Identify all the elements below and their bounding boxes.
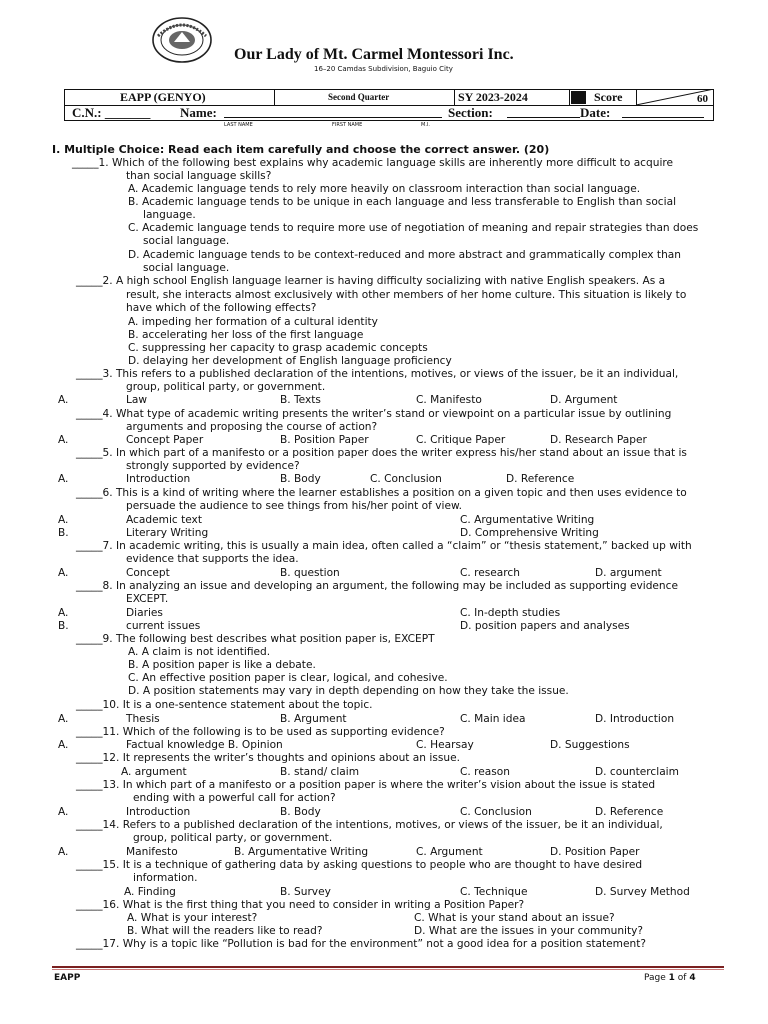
q3-c: C. Manifesto bbox=[416, 394, 482, 406]
q2-stem: _____2. A high school English language learner is having difficulty socializing with native English speakers. As a bbox=[76, 275, 666, 287]
header-table bbox=[64, 89, 714, 128]
q12-stem: _____12. It represents the writer’s thoughts and opinions about an issue. bbox=[76, 752, 460, 764]
date-label: Date: bbox=[580, 105, 611, 120]
page-current: 1 bbox=[668, 973, 675, 983]
q6-d: D. Comprehensive Writing bbox=[460, 527, 599, 539]
q1-option-d-cont: social language. bbox=[143, 262, 230, 274]
q13-stem-cont: ending with a powerful call for action? bbox=[133, 792, 336, 804]
q8-stem: _____8. In analyzing an issue and developing an argument, the following may be included as supporting evidence bbox=[76, 580, 678, 592]
q6-b-letter: B. bbox=[58, 527, 69, 539]
q7-b: B. question bbox=[280, 567, 340, 579]
score-total: 60 bbox=[697, 93, 708, 105]
q15-d: D. Survey Method bbox=[595, 886, 690, 898]
q11-a-letter: A. bbox=[58, 739, 69, 751]
q14-stem: _____14. Refers to a published declaration of the intentions, motives, or views of the issuer, be it an individual, bbox=[76, 819, 663, 831]
q10-a-letter: A. bbox=[58, 713, 69, 725]
q4-a-text: Concept Paper bbox=[126, 434, 204, 446]
q11-c: C. Hearsay bbox=[416, 739, 474, 751]
page-total: 4 bbox=[689, 973, 696, 983]
last-name-caption: LAST NAME bbox=[224, 122, 253, 128]
q5-stem: _____5. In which part of a manifesto or a position paper does the writer express his/her stand about an issue that is bbox=[76, 447, 687, 459]
footer-rule bbox=[52, 966, 724, 968]
footer-rule-thin bbox=[52, 969, 724, 970]
q12-a: A. argument bbox=[121, 766, 187, 778]
q15-c: C. Technique bbox=[460, 886, 528, 898]
q6-c: C. Argumentative Writing bbox=[460, 514, 595, 526]
q10-b: B. Argument bbox=[280, 713, 347, 725]
name-label: Name: bbox=[180, 105, 217, 120]
q14-a-letter: A. bbox=[58, 846, 69, 858]
q16-c: C. What is your stand about an issue? bbox=[414, 912, 615, 924]
q11-a-b-text: Factual knowledge B. Opinion bbox=[126, 739, 283, 751]
q10-stem: _____10. It is a one-sentence statement about the topic. bbox=[76, 699, 373, 711]
q14-d: D. Position Paper bbox=[550, 846, 640, 858]
q15-b: B. Survey bbox=[280, 886, 331, 898]
q1-option-c-cont: social language. bbox=[143, 235, 230, 247]
mi-caption: M.I. bbox=[421, 122, 430, 128]
q7-a-letter: A. bbox=[58, 567, 69, 579]
q7-c: C. research bbox=[460, 567, 520, 579]
q2-stem-cont: result, she interacts almost exclusively with other members of her home culture. This situation is likely to bbox=[126, 289, 687, 301]
school-name: Our Lady of Mt. Carmel Montessori Inc. bbox=[234, 46, 514, 63]
q8-c: C. In-depth studies bbox=[460, 607, 561, 619]
q6-a-text: Academic text bbox=[126, 514, 202, 526]
q1-option-b: B. Academic language tends to be unique in each language and less transferable to English than social bbox=[128, 196, 677, 208]
q14-b: B. Argumentative Writing bbox=[234, 846, 369, 858]
q1-stem: _____1. Which of the following best explains why academic language skills are inherently more difficult to acquire bbox=[72, 157, 674, 169]
q12-c: C. reason bbox=[460, 766, 510, 778]
q9-option-d: D. A position statements may vary in depth depending on how they take the issue. bbox=[128, 685, 569, 697]
q10-d: D. Introduction bbox=[595, 713, 675, 725]
q8-a-letter: A. bbox=[58, 607, 69, 619]
q1-option-a: A. Academic language tends to rely more heavily on classroom interaction than social language. bbox=[128, 183, 641, 195]
q2-option-a: A. impeding her formation of a cultural identity bbox=[128, 316, 378, 328]
q3-b: B. Texts bbox=[280, 394, 321, 406]
q7-stem: _____7. In academic writing, this is usually a main idea, often called a “claim” or “thesis statement,” backed up with bbox=[76, 540, 692, 552]
q8-b-text: current issues bbox=[126, 620, 201, 632]
q17-stem: _____17. Why is a topic like “Pollution is bad for the environment” not a good idea for a position statement? bbox=[76, 938, 646, 950]
q4-stem: _____4. What type of academic writing presents the writer’s stand or viewpoint on a particular issue by outlining bbox=[76, 408, 672, 420]
q9-option-a: A. A claim is not identified. bbox=[128, 646, 271, 658]
q13-a-letter: A. bbox=[58, 806, 69, 818]
q12-d: D. counterclaim bbox=[595, 766, 679, 778]
q7-d: D. argument bbox=[595, 567, 662, 579]
q8-d: D. position papers and analyses bbox=[460, 620, 630, 632]
q14-stem-cont: group, political party, or government. bbox=[133, 832, 333, 844]
q9-option-c: C. An effective position paper is clear, logical, and cohesive. bbox=[128, 672, 448, 684]
q5-d: D. Reference bbox=[506, 473, 575, 485]
q13-d: D. Reference bbox=[595, 806, 664, 818]
q16-b: B. What will the readers like to read? bbox=[127, 925, 323, 937]
section-heading: I. Multiple Choice: Read each item carefully and choose the correct answer. (20) bbox=[52, 143, 550, 156]
q15-stem-cont: information. bbox=[133, 872, 198, 884]
school-seal-logo bbox=[150, 16, 214, 64]
q10-c: C. Main idea bbox=[460, 713, 526, 725]
q1-option-c: C. Academic language tends to require more use of negotiation of meaning and repair strategies than does bbox=[128, 222, 699, 234]
q7-a-text: Concept bbox=[126, 567, 170, 579]
q11-stem: _____11. Which of the following is to be used as supporting evidence? bbox=[76, 726, 445, 738]
q5-c: C. Conclusion bbox=[370, 473, 442, 485]
q3-a-text: Law bbox=[126, 394, 148, 406]
q6-stem-cont: persuade the audience to see things from his/her point of view. bbox=[126, 500, 463, 512]
school-address: 16–20 Camdas Subdivision, Baguio City bbox=[314, 65, 453, 73]
q3-d: D. Argument bbox=[550, 394, 618, 406]
q13-stem: _____13. In which part of a manifesto or a position paper is where the writer’s vision about the issue is stated bbox=[76, 779, 656, 791]
q7-stem-cont: evidence that supports the idea. bbox=[126, 553, 299, 565]
q9-option-b: B. A position paper is like a debate. bbox=[128, 659, 316, 671]
q16-stem: _____16. What is the first thing that you need to consider in writing a Position Paper? bbox=[76, 899, 525, 911]
q8-b-letter: B. bbox=[58, 620, 69, 632]
q15-stem: _____15. It is a technique of gathering data by asking questions to people who are thought to have desired bbox=[76, 859, 643, 871]
q6-stem: _____6. This is a kind of writing where the learner establishes a position on a given topic and then uses evidence to bbox=[76, 487, 687, 499]
q14-c: C. Argument bbox=[416, 846, 483, 858]
score-label: Score bbox=[594, 90, 623, 104]
q13-a-text: Introduction bbox=[126, 806, 191, 818]
q2-option-d: D. delaying her development of English language proficiency bbox=[128, 355, 452, 367]
q2-option-b: B. accelerating her loss of the first language bbox=[128, 329, 364, 341]
q16-a: A. What is your interest? bbox=[127, 912, 258, 924]
q8-a-text: Diaries bbox=[126, 607, 163, 619]
q6-b-text: Literary Writing bbox=[126, 527, 209, 539]
q4-d: D. Research Paper bbox=[550, 434, 647, 446]
q4-a-letter: A. bbox=[58, 434, 69, 446]
section-label: Section: bbox=[448, 105, 493, 120]
school-year-cell: SY 2023-2024 bbox=[458, 90, 528, 104]
q13-b: B. Body bbox=[280, 806, 321, 818]
first-name-caption: FIRST NAME bbox=[332, 122, 363, 128]
q14-a-text: Manifesto bbox=[126, 846, 178, 858]
cn-field[interactable]: C.N.: _______ bbox=[72, 105, 151, 120]
q15-a: A. Finding bbox=[124, 886, 176, 898]
subject-cell: EAPP (GENYO) bbox=[120, 90, 206, 104]
q6-a-letter: A. bbox=[58, 514, 69, 526]
q1-option-b-cont: language. bbox=[143, 209, 196, 221]
q3-a-letter: A. bbox=[58, 394, 69, 406]
page-prefix: Page bbox=[644, 973, 669, 983]
q9-stem: _____9. The following best describes what position paper is, EXCEPT bbox=[76, 633, 435, 645]
q4-c: C. Critique Paper bbox=[416, 434, 506, 446]
page-number bbox=[644, 973, 696, 983]
q2-stem-cont2: have which of the following effects? bbox=[126, 302, 317, 314]
q3-stem: _____3. This refers to a published declaration of the intentions, motives, or views of the issuer, be it an individual, bbox=[76, 368, 679, 380]
q4-b: B. Position Paper bbox=[280, 434, 369, 446]
q5-a-letter: A. bbox=[58, 473, 69, 485]
q10-a-text: Thesis bbox=[126, 713, 160, 725]
page-mid: of bbox=[674, 973, 690, 983]
quarter-cell: Second Quarter bbox=[328, 92, 390, 102]
q4-stem-cont: arguments and proposing the course of action? bbox=[126, 421, 378, 433]
q5-b: B. Body bbox=[280, 473, 321, 485]
q2-option-c: C. suppressing her capacity to grasp academic concepts bbox=[128, 342, 428, 354]
q1-stem-cont: than social language skills? bbox=[126, 170, 272, 182]
q3-stem-cont: group, political party, or government. bbox=[126, 381, 326, 393]
q11-d: D. Suggestions bbox=[550, 739, 630, 751]
q8-stem-cont: EXCEPT. bbox=[126, 593, 169, 605]
q5-stem-cont: strongly supported by evidence? bbox=[126, 460, 300, 472]
q16-d: D. What are the issues in your community? bbox=[414, 925, 644, 937]
q5-a-text: Introduction bbox=[126, 473, 191, 485]
footer-subject: EAPP bbox=[54, 973, 81, 983]
q13-c: C. Conclusion bbox=[460, 806, 532, 818]
q1-option-d: D. Academic language tends to be context-reduced and more abstract and grammatically complex than bbox=[128, 249, 681, 261]
q12-b: B. stand/ claim bbox=[280, 766, 360, 778]
